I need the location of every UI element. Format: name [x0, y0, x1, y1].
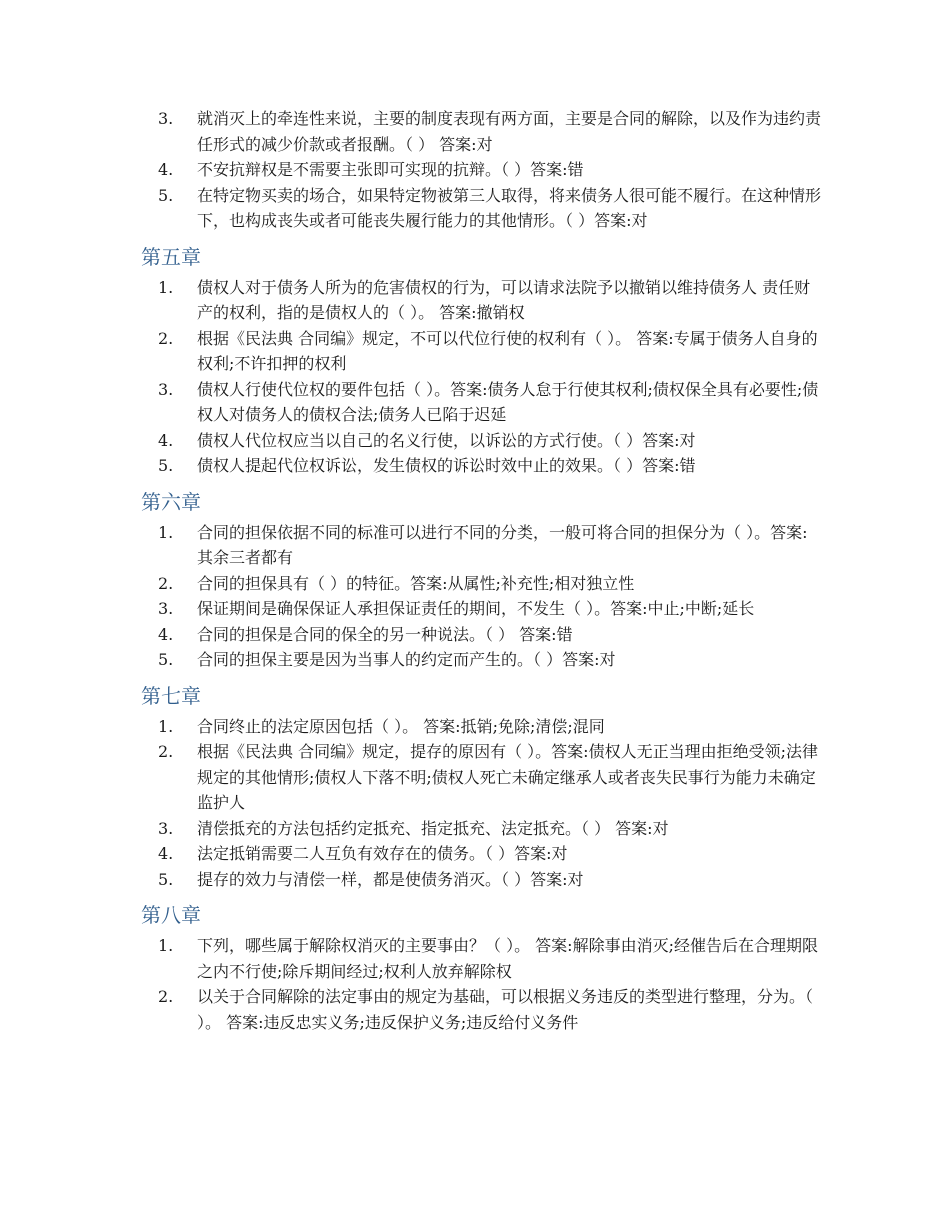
question-item [0, 816, 950, 842]
question-text: 债权人对于债务人所为的危害债权的行为，可以请求法院予以撤销以维持债务人 责任财产的权利，指的是债权人的（ ）。 答案:撤销权 [197, 277, 811, 322]
question-number: 5. [158, 185, 174, 205]
question-item [0, 428, 950, 454]
question-number: 4. [158, 430, 174, 450]
question-text: 以关于合同解除的法定事由的规定为基础，可以根据义务违反的类型进行整理，分为。（ ）。 答案:违反忠实义务;违反保护义务;违反给付义务件 [197, 987, 814, 1032]
question-item [0, 275, 950, 326]
question-number: 1. [158, 936, 174, 955]
question-number: 2. [158, 742, 174, 761]
question-list [0, 933, 950, 1035]
question-number: 4. [158, 624, 174, 644]
chapter-heading: 第八章 [141, 903, 201, 927]
question-text: 根据《民法典 合同编》规定，提存的原因有（ ）。答案:债权人无正当理由拒绝受领;法律规定的其他情形;债权人下落不明;债权人死亡未确定继承人或者丧失民事行为能力未确定监护人 [197, 742, 818, 812]
chapter-heading: 第五章 [141, 244, 201, 269]
question-text: 根据《民法典 合同编》规定，不可以代位行使的权利有（ ）。 答案:专属于债务人自身的权利;不许扣押的权利 [197, 328, 818, 373]
question-item [0, 984, 950, 1035]
question-item [0, 647, 950, 673]
question-item [0, 571, 950, 597]
question-number: 3. [158, 818, 174, 838]
question-item [0, 714, 950, 740]
question-text: 合同终止的法定原因包括（ ）。 答案:抵销;免除;清偿;混同 [197, 716, 605, 736]
question-item [0, 453, 950, 479]
question-text: 合同的担保具有（ ）的特征。答案:从属性;补充性;相对独立性 [197, 573, 635, 593]
question-item [0, 841, 950, 867]
question-text: 合同的担保是合同的保全的另一种说法。（ ） 答案:错 [197, 624, 573, 644]
question-text: 债权人提起代位权诉讼，发生债权的诉讼时效中止的效果。（ ）答案:错 [197, 456, 696, 475]
chapter-section [0, 678, 950, 893]
chapter-section [0, 897, 950, 1035]
question-text: 债权人行使代位权的要件包括（ ）。答案:债务人怠于行使其权利;债权保全具有必要性;债权人对债务人的债权合法;债务人已陷于迟延 [197, 379, 819, 424]
question-item [0, 933, 950, 984]
question-item [0, 106, 950, 157]
question-item [0, 596, 950, 622]
question-item [0, 739, 950, 816]
question-text: 提存的效力与清偿一样，都是使债务消灭。（ ）答案:对 [197, 869, 584, 889]
question-number: 3. [158, 379, 174, 399]
question-text: 债权人代位权应当以自己的名义行使，以诉讼的方式行使。（ ）答案:对 [197, 430, 696, 450]
chapter-section [0, 484, 950, 673]
question-number: 1. [158, 522, 174, 542]
question-text: 合同的担保主要是因为当事人的约定而产生的。（ ）答案:对 [197, 650, 616, 669]
chapter-section [0, 239, 950, 479]
chapter-heading: 第六章 [141, 489, 201, 514]
question-number: 1. [158, 277, 174, 297]
question-list [0, 520, 950, 673]
question-text: 下列，哪些属于解除权消灭的主要事由？（ ）。 答案:解除事由消灭;经催告后在合理期限之内不行使;除斥期间经过;权利人放弃解除权 [197, 936, 818, 981]
question-list [0, 275, 950, 479]
question-text: 不安抗辩权是不需要主张即可实现的抗辩。（ ）答案:错 [197, 160, 584, 179]
question-text: 保证期间是确保保证人承担保证责任的期间，不发生（ ）。答案:中止;中断;延长 [197, 599, 755, 618]
question-number: 2. [158, 573, 174, 593]
question-item [0, 157, 950, 183]
document-page [0, 106, 950, 1035]
question-item [0, 183, 950, 234]
question-item [0, 867, 950, 893]
question-number: 5. [158, 869, 174, 889]
question-item [0, 377, 950, 428]
question-item [0, 520, 950, 571]
question-number: 5. [158, 650, 174, 669]
question-text: 法定抵销需要二人互负有效存在的债务。（ ）答案:对 [197, 844, 568, 863]
question-text: 清偿抵充的方法包括约定抵充、指定抵充、法定抵充。（ ） 答案:对 [197, 818, 669, 838]
question-number: 4. [158, 160, 174, 179]
question-number: 3. [158, 599, 174, 618]
question-item [0, 622, 950, 648]
chapter-heading: 第七章 [141, 683, 201, 708]
chapter-section [0, 106, 950, 234]
question-text: 就消灭上的牵连性来说，主要的制度表现有两方面，主要是合同的解除，以及作为违约责任形式的减少价款或者报酬。（ ） 答案:对 [197, 109, 822, 154]
question-number: 5. [158, 456, 174, 475]
question-number: 1. [158, 716, 174, 736]
question-number: 4. [158, 844, 174, 863]
question-item [0, 326, 950, 377]
question-number: 3. [158, 109, 174, 128]
question-number: 2. [158, 987, 174, 1006]
question-list [0, 714, 950, 893]
question-text: 在特定物买卖的场合，如果特定物被第三人取得，将来债务人很可能不履行。在这种情形下，也构成丧失或者可能丧失履行能力的其他情形。（ ）答案:对 [197, 185, 822, 230]
question-number: 2. [158, 328, 174, 348]
question-list [0, 106, 950, 234]
question-text: 合同的担保依据不同的标准可以进行不同的分类，一般可将合同的担保分为（ ）。答案:其余三者都有 [197, 522, 808, 567]
